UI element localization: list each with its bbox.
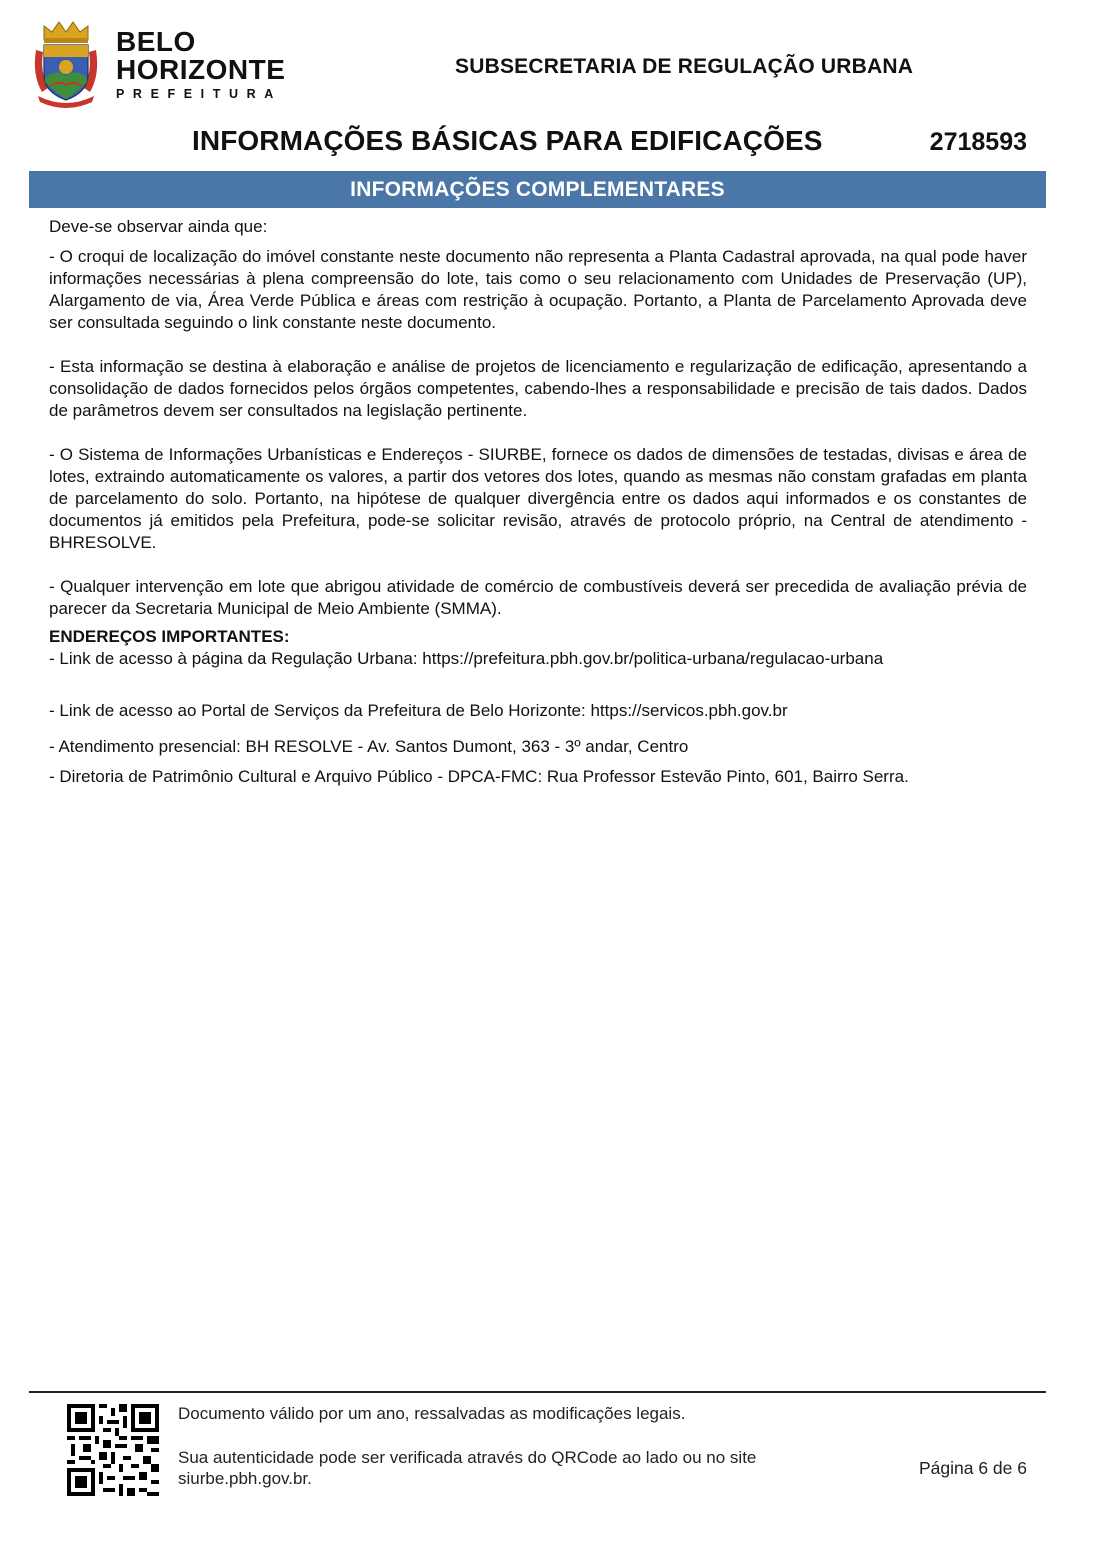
footer-divider [29,1391,1046,1393]
logo-line-horizonte: HORIZONTE [116,54,286,85]
address-dpca-fmc: - Diretoria de Patrimônio Cultural e Arquivo Público - DPCA-FMC: Rua Professor Estevão Pinto, 601, Bairro Serra. [49,767,909,786]
document-number: 2718593 [929,128,1027,156]
address-regulacao-link[interactable]: - Link de acesso à página da Regulação Urbana: https://prefeitura.pbh.gov.br/politica-urbana/regulacao-urbana [49,649,884,668]
footer-authenticity-text: Sua autenticidade pode ser verificada através do QRCode ao lado ou no site siurbe.pbh.gov.br. [178,1448,757,1488]
address-portal-servicos-link[interactable]: - Link de acesso ao Portal de Serviços da Prefeitura de Belo Horizonte: https://servicos.pbh.gov.br [49,701,788,720]
content-body [49,216,1027,788]
paragraph-combustiveis: - Qualquer intervenção em lote que abrigou atividade de comércio de combustíveis deverá ser precedida de avaliação prévia de parecer da Secretaria Municipal de Meio Ambiente (SMMA). [49,577,1027,618]
addresses-heading: ENDEREÇOS IMPORTANTES: [49,627,290,646]
paragraph-croqui: - O croqui de localização do imóvel constante neste documento não representa a Planta Cadastral aprovada, na qual pode haver informações necessárias à plena compreensão do lote, tais como o seu relacionamento com Unidades de Preservação (UP), Alargamento de via, Área Verde Pública e áreas com restrição à ocupação. Portanto, a Planta de Parcelamento Aprovada deve ser consultada seguindo o link constante neste documento. [49,247,1027,332]
document-title: INFORMAÇÕES BÁSICAS PARA EDIFICAÇÕES [192,125,823,156]
qr-code-icon [67,1404,159,1496]
intro-text: Deve-se observar ainda que: [49,217,268,236]
logo-line-belo: BELO [116,26,196,57]
address-bh-resolve: - Atendimento presencial: BH RESOLVE - Av. Santos Dumont, 363 - 3º andar, Centro [49,737,689,756]
subsecretaria-title: SUBSECRETARIA DE REGULAÇÃO URBANA [455,55,914,78]
pbh-logo [32,20,302,112]
paragraph-siurbe: - O Sistema de Informações Urbanísticas e Endereços - SIURBE, fornece os dados de dimensões de testadas, divisas e área de lotes, extraindo automaticamente os valores, a partir dos vetores dos lotes, quando as mesmas não constam grafadas em planta de parcelamento do solo. Portanto, na hipótese de qualquer divergência entre os dados aqui informados e os constantes de documentos já emitidos pela Prefeitura, pode-se solicitar revisão, através de protocolo próprio, na Central de atendimento - BHRESOLVE. [49,445,1027,552]
paragraph-informacao: - Esta informação se destina à elaboração e análise de projetos de licenciamento e regularização de edificação, apresentando a consolidação de dados fornecidos pelos órgãos competentes, cabendo-lhes a responsabilidade e precisão de tais dados. Dados de parâmetros devem ser consultados na legislação pertinente. [49,357,1027,420]
page-number: Página 6 de 6 [918,1458,1027,1478]
coat-of-arms-icon [32,20,100,108]
logo-line-prefeitura: PREFEITURA [116,87,282,101]
section-header-bar: INFORMAÇÕES COMPLEMENTARES [29,171,1046,208]
footer-validity-text: Documento válido por um ano, ressalvadas as modificações legais. [178,1404,686,1423]
